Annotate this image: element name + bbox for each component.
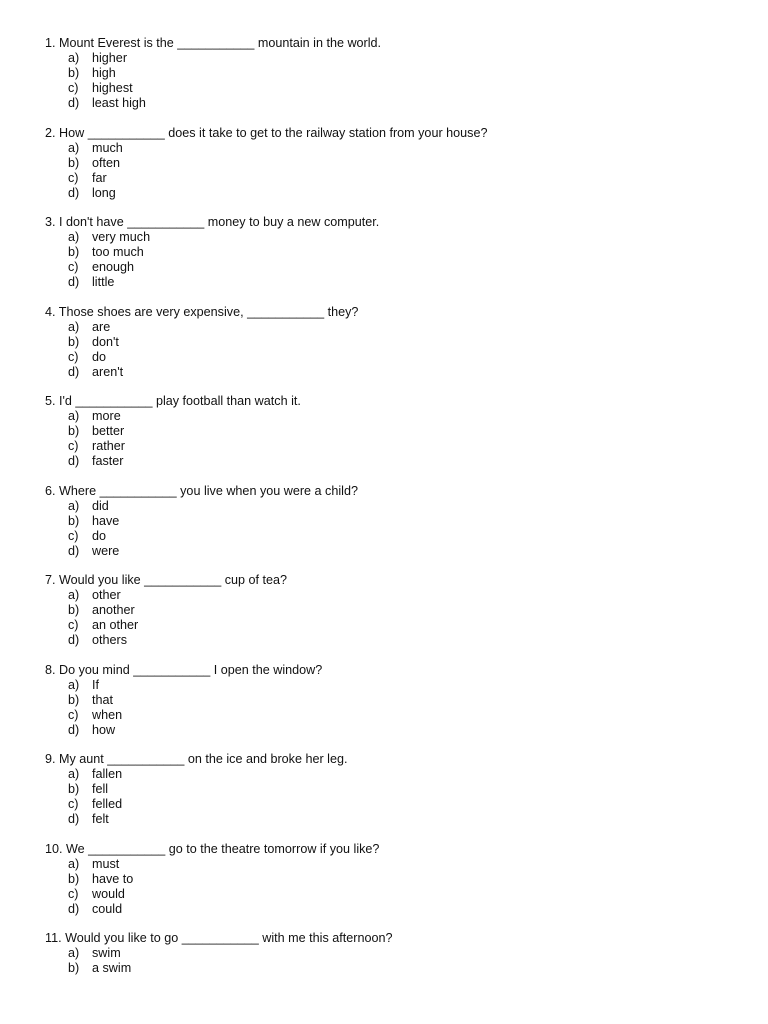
option-list	[45, 141, 735, 201]
option-text: highest	[92, 81, 133, 95]
option-a	[45, 946, 735, 961]
option-list	[45, 320, 735, 380]
option-text: have to	[92, 871, 134, 886]
option-letter: d)	[68, 633, 80, 647]
option-text: higher	[92, 51, 128, 65]
option-letter: c)	[68, 260, 79, 274]
option-c	[45, 529, 735, 544]
option-list	[45, 409, 735, 469]
option-text: a swim	[92, 961, 132, 975]
question-text: 3. I don't have ___________ money to buy a new computer.	[45, 215, 380, 229]
option-text: felt	[92, 812, 109, 826]
option-text: when	[92, 707, 123, 722]
option-a	[45, 588, 735, 603]
option-letter: a)	[68, 51, 80, 65]
question-text: 4. Those shoes are very expensive, ___________ they?	[45, 304, 359, 319]
option-letter: b)	[68, 603, 80, 617]
question-3	[45, 215, 735, 290]
option-a	[45, 857, 735, 872]
option-d	[45, 186, 735, 201]
option-d	[45, 454, 735, 469]
option-text: do	[92, 349, 107, 364]
option-b	[45, 872, 735, 887]
question-1	[45, 36, 735, 111]
option-letter: d)	[68, 185, 80, 200]
option-b	[45, 693, 735, 708]
option-letter: a)	[68, 140, 80, 155]
option-a	[45, 499, 735, 514]
question-9	[45, 752, 735, 827]
question-7	[45, 573, 735, 648]
option-text: long	[92, 185, 116, 200]
option-letter: a)	[68, 856, 80, 871]
option-letter: a)	[68, 319, 80, 334]
option-text: another	[92, 603, 135, 617]
option-letter: c)	[68, 886, 79, 901]
option-letter: c)	[68, 81, 79, 95]
option-letter: a)	[68, 409, 80, 423]
option-c	[45, 171, 735, 186]
option-text: felled	[92, 797, 123, 811]
option-letter: d)	[68, 454, 80, 468]
question-text: 2. How ___________ does it take to get to the railway station from your house?	[45, 125, 488, 140]
option-text: swim	[92, 946, 121, 960]
option-text: fallen	[92, 767, 123, 781]
option-text: have	[92, 513, 120, 528]
option-letter: b)	[68, 871, 80, 886]
question-5	[45, 394, 735, 469]
option-text: rather	[92, 439, 125, 453]
option-d	[45, 902, 735, 917]
option-b	[45, 782, 735, 797]
option-letter: c)	[68, 349, 79, 364]
option-list	[45, 767, 735, 827]
option-text: If	[92, 677, 99, 692]
option-letter: b)	[68, 424, 80, 438]
option-text: an other	[92, 618, 139, 632]
option-letter: c)	[68, 170, 79, 185]
option-text: would	[92, 886, 125, 901]
question-text: 5. I'd ___________ play football than watch it.	[45, 394, 301, 408]
option-a	[45, 678, 735, 693]
option-b	[45, 335, 735, 350]
option-letter: a)	[68, 946, 80, 960]
option-letter: a)	[68, 588, 80, 602]
option-d	[45, 633, 735, 648]
option-letter: a)	[68, 498, 80, 513]
option-text: fell	[92, 782, 109, 796]
question-4	[45, 305, 735, 380]
option-list	[45, 588, 735, 648]
option-list	[45, 51, 735, 111]
option-text: did	[92, 498, 109, 513]
option-d	[45, 723, 735, 738]
option-text: much	[92, 140, 123, 155]
option-letter: b)	[68, 245, 80, 259]
option-d	[45, 812, 735, 827]
option-d	[45, 96, 735, 111]
option-a	[45, 141, 735, 156]
option-letter: a)	[68, 677, 80, 692]
option-b	[45, 961, 735, 976]
question-6	[45, 484, 735, 559]
question-10	[45, 842, 735, 917]
quiz-document	[45, 36, 735, 991]
option-text: how	[92, 722, 116, 737]
option-letter: d)	[68, 543, 80, 558]
option-letter: d)	[68, 96, 80, 110]
option-letter: b)	[68, 513, 80, 528]
option-a	[45, 320, 735, 335]
option-letter: d)	[68, 722, 80, 737]
option-letter: b)	[68, 692, 80, 707]
option-b	[45, 156, 735, 171]
option-a	[45, 51, 735, 66]
option-letter: a)	[68, 767, 80, 781]
option-letter: b)	[68, 961, 80, 975]
option-text: too much	[92, 245, 144, 259]
option-letter: b)	[68, 155, 80, 170]
question-text: 8. Do you mind ___________ I open the window?	[45, 662, 323, 677]
option-letter: c)	[68, 439, 79, 453]
option-c	[45, 81, 735, 96]
option-letter: d)	[68, 275, 80, 289]
option-letter: c)	[68, 528, 79, 543]
option-c	[45, 797, 735, 812]
option-letter: b)	[68, 334, 80, 349]
option-text: could	[92, 901, 123, 916]
option-d	[45, 275, 735, 290]
option-text: little	[92, 275, 115, 289]
option-letter: c)	[68, 707, 79, 722]
option-text: that	[92, 692, 114, 707]
option-d	[45, 544, 735, 559]
option-text: high	[92, 66, 116, 80]
option-text: very much	[92, 230, 151, 244]
option-text: faster	[92, 454, 124, 468]
option-b	[45, 603, 735, 618]
option-list	[45, 946, 735, 976]
question-text: 9. My aunt ___________ on the ice and broke her leg.	[45, 752, 348, 766]
question-11	[45, 931, 735, 976]
option-letter: c)	[68, 797, 79, 811]
option-b	[45, 514, 735, 529]
option-c	[45, 618, 735, 633]
option-text: more	[92, 409, 121, 423]
option-text: least high	[92, 96, 146, 110]
option-text: do	[92, 528, 107, 543]
option-c	[45, 350, 735, 365]
option-letter: d)	[68, 364, 80, 379]
option-c	[45, 439, 735, 454]
question-text: 7. Would you like ___________ cup of tea?	[45, 573, 288, 587]
option-list	[45, 857, 735, 917]
option-letter: c)	[68, 618, 79, 632]
option-list	[45, 499, 735, 559]
option-text: often	[92, 155, 121, 170]
option-text: other	[92, 588, 121, 602]
option-c	[45, 260, 735, 275]
option-a	[45, 230, 735, 245]
option-text: were	[92, 543, 120, 558]
question-8	[45, 663, 735, 738]
option-list	[45, 678, 735, 738]
option-letter: d)	[68, 812, 80, 826]
option-b	[45, 424, 735, 439]
option-text: others	[92, 633, 128, 647]
option-text: don't	[92, 334, 119, 349]
option-text: aren't	[92, 364, 124, 379]
question-text: 11. Would you like to go ___________ with me this afternoon?	[45, 931, 393, 945]
question-text: 6. Where ___________ you live when you were a child?	[45, 483, 358, 498]
option-text: must	[92, 856, 120, 871]
option-text: are	[92, 319, 111, 334]
option-c	[45, 708, 735, 723]
option-a	[45, 409, 735, 424]
option-b	[45, 245, 735, 260]
option-text: enough	[92, 260, 135, 274]
question-text: 10. We ___________ go to the theatre tomorrow if you like?	[45, 841, 380, 856]
option-list	[45, 230, 735, 290]
option-text: far	[92, 170, 107, 185]
option-letter: d)	[68, 901, 80, 916]
option-b	[45, 66, 735, 81]
question-text: 1. Mount Everest is the ___________ mountain in the world.	[45, 36, 382, 50]
question-2	[45, 126, 735, 201]
option-text: better	[92, 424, 125, 438]
option-a	[45, 767, 735, 782]
option-letter: b)	[68, 782, 80, 796]
option-d	[45, 365, 735, 380]
option-c	[45, 887, 735, 902]
option-letter: b)	[68, 66, 80, 80]
option-letter: a)	[68, 230, 80, 244]
